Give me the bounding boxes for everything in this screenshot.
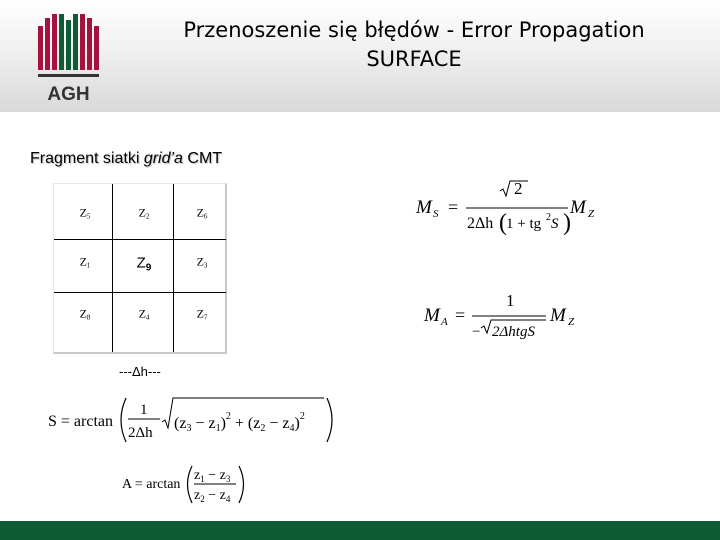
svg-text:Z: Z (588, 208, 595, 220)
formula-a (118, 462, 258, 508)
grid-line-v2 (173, 184, 174, 352)
svg-text:2Δh: 2Δh (467, 215, 494, 232)
svg-text:Z: Z (568, 316, 575, 328)
svg-text:1: 1 (140, 402, 148, 418)
grid-cell: $Z_2$ (138, 205, 150, 221)
svg-text:M: M (570, 197, 586, 218)
grid-cell: $Z_5$ (79, 205, 91, 221)
svg-text:2: 2 (546, 212, 551, 223)
section-label-italic: grid’a (143, 150, 183, 167)
grid-cell: $Z_6$ (196, 205, 208, 221)
footer-bar (0, 521, 720, 540)
svg-text:2ΔhtgS: 2ΔhtgS (492, 324, 535, 340)
formula-ms (412, 178, 602, 238)
svg-text:2: 2 (514, 179, 523, 198)
agh-logo (34, 8, 104, 108)
svg-text:−: − (472, 324, 481, 340)
svg-text:z2 − z4: $z_2 - z_4$ (194, 488, 231, 504)
svg-text:z1 − z3: $z_1 - z_3$ (194, 468, 231, 484)
svg-text:A = arctan: A = arctan (122, 477, 181, 492)
formula-s (44, 392, 344, 448)
svg-text:): ) (563, 210, 571, 236)
svg-text:1: 1 (506, 291, 515, 310)
grid-cell: $Z_8$ (79, 306, 91, 322)
svg-text:S: S (433, 208, 439, 220)
section-label-end: CMT (182, 150, 223, 167)
grid-cell-center: $Z_9$ (136, 254, 152, 274)
section-label-text: Fragment siatki (30, 150, 144, 167)
svg-text:1 + tg: 1 + tg (506, 216, 542, 232)
grid-cell: $Z_1$ (79, 254, 91, 270)
grid-cell: $Z_3$ (196, 254, 208, 270)
svg-text:(: ( (499, 210, 507, 236)
svg-text:S = arctan: S = arctan (48, 413, 113, 430)
grid-line-v1 (112, 184, 113, 352)
grid-spacing-label: ---Δh--- (119, 364, 161, 379)
svg-text:M: M (550, 305, 566, 326)
grid-diagram (53, 183, 227, 354)
formula-ma (420, 288, 590, 344)
section-label (30, 150, 222, 168)
svg-text:2Δh: 2Δh (128, 425, 153, 441)
grid-line-h2 (54, 292, 226, 293)
slide-title (108, 16, 720, 74)
grid-line-h1 (54, 239, 226, 240)
svg-text:M: M (416, 197, 432, 218)
svg-text:M: M (424, 305, 440, 326)
svg-text:S: S (551, 216, 559, 232)
slide-header (0, 0, 720, 112)
svg-text:(z3 − z1)2 + (z2 − z4)2: $(z3 - z1)^2 + (z2 - z4)^2$ (174, 411, 305, 434)
title-line-2: SURFACE (366, 47, 462, 71)
svg-text:A: A (441, 316, 448, 328)
grid-cell: $Z_4$ (138, 306, 150, 322)
title-line-1: Przenoszenie się błędów - Error Propagation (183, 18, 645, 42)
logo-text: AGH (47, 84, 90, 105)
svg-text:=: = (455, 305, 466, 325)
svg-text:=: = (448, 197, 459, 217)
grid-cell: $Z_7$ (196, 306, 208, 322)
